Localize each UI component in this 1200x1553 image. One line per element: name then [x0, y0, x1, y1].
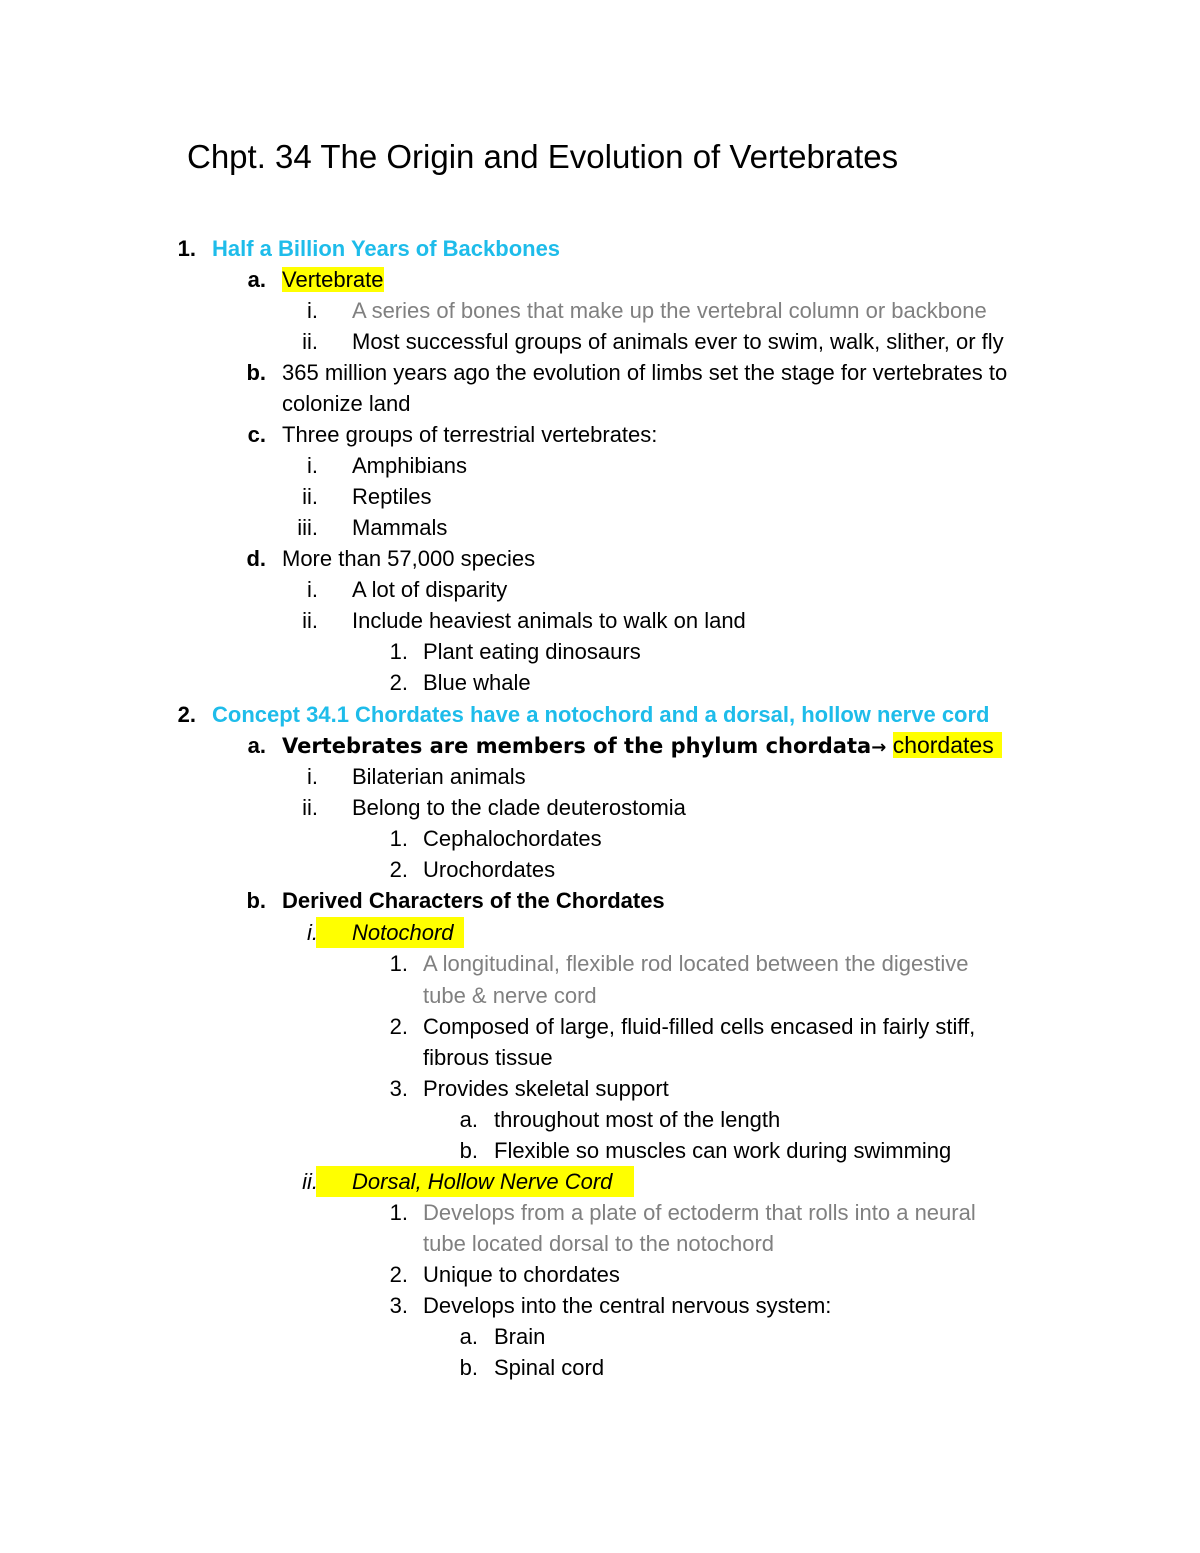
arrow-icon: → [871, 737, 887, 758]
list-item: Plant eating dinosaurs [423, 639, 641, 664]
list-marker: 2. [389, 670, 408, 695]
list-item-continuation: fibrous tissue [423, 1045, 553, 1070]
list-marker: 3. [389, 1076, 408, 1101]
list-item: Cephalochordates [423, 826, 602, 851]
list-marker: ii. [302, 1169, 318, 1194]
section-heading-1: Half a Billion Years of Backbones [212, 236, 561, 261]
list-item-continuation: colonize land [282, 391, 411, 416]
list-marker: 3. [389, 1293, 408, 1318]
list-marker: i. [307, 298, 318, 323]
list-item [282, 730, 1002, 761]
list-item: 365 million years ago the evolution of limbs set the stage for vertebrates to [282, 360, 1008, 385]
list-item: Unique to chordates [423, 1262, 620, 1287]
list-marker: 2. [389, 1014, 408, 1039]
list-marker: i. [307, 577, 318, 602]
list-marker: 1. [389, 826, 408, 851]
list-item: Amphibians [352, 453, 467, 478]
list-marker: b. [459, 1355, 478, 1380]
list-item: throughout most of the length [494, 1107, 781, 1132]
list-marker: a. [459, 1107, 478, 1132]
page-title: Chpt. 34 The Origin and Evolution of Vertebrates [187, 138, 899, 175]
list-marker: 1. [389, 1200, 408, 1225]
list-item: Most successful groups of animals ever to swim, walk, slither, or fly [352, 329, 1004, 354]
list-item: Bilaterian animals [352, 764, 526, 789]
list-item: Derived Characters of the Chordates [282, 888, 665, 913]
list-marker: d. [246, 546, 266, 571]
list-marker: b. [246, 888, 266, 913]
highlighted-term: Dorsal, Hollow Nerve Cord [352, 1169, 613, 1194]
list-marker: i. [307, 764, 318, 789]
list-marker: iii. [297, 515, 318, 540]
list-item: Blue whale [423, 670, 531, 695]
list-marker: i. [307, 920, 318, 945]
list-marker: ii. [302, 329, 318, 354]
list-marker: 2. [389, 1262, 408, 1287]
list-marker: 1. [389, 639, 408, 664]
list-item: Include heaviest animals to walk on land [352, 608, 746, 633]
list-item: Brain [494, 1324, 546, 1349]
list-item: Belong to the clade deuterostomia [352, 795, 686, 820]
list-marker: 2. [177, 702, 196, 727]
list-item: Mammals [352, 515, 448, 540]
list-marker: 1. [389, 951, 408, 976]
list-marker: a. [247, 733, 266, 758]
list-marker: a. [247, 267, 266, 292]
list-item: Composed of large, fluid-filled cells encased in fairly stiff, [423, 1014, 976, 1039]
list-marker: c. [247, 422, 266, 447]
highlighted-term: Notochord [352, 920, 454, 945]
list-item: Develops into the central nervous system: [423, 1293, 832, 1318]
list-marker: b. [459, 1138, 478, 1163]
list-item-continuation: tube & nerve cord [423, 983, 597, 1008]
list-item: Reptiles [352, 484, 432, 509]
list-marker: a. [459, 1324, 478, 1349]
list-marker: 2. [389, 857, 408, 882]
list-item: More than 57,000 species [282, 546, 536, 571]
section-heading-2: Concept 34.1 Chordates have a notochord and a dorsal, hollow nerve cord [212, 702, 990, 727]
list-item: A longitudinal, flexible rod located between the digestive [423, 951, 969, 976]
list-item [282, 264, 384, 295]
list-item-continuation: tube located dorsal to the notochord [423, 1231, 775, 1256]
list-marker: ii. [302, 484, 318, 509]
list-marker: b. [246, 360, 266, 385]
list-item: Develops from a plate of ectoderm that rolls into a neural [423, 1200, 976, 1225]
bold-statement: Vertebrates are members of the phylum chordata [282, 734, 872, 758]
list-item: A series of bones that make up the vertebral column or backbone [352, 298, 987, 323]
list-marker: ii. [302, 795, 318, 820]
list-item: Urochordates [423, 857, 556, 882]
list-marker: 1. [177, 236, 196, 261]
list-marker: i. [307, 453, 318, 478]
list-item: Flexible so muscles can work during swimming [494, 1138, 952, 1163]
list-item: Provides skeletal support [423, 1076, 669, 1101]
highlighted-term: chordates [893, 732, 1002, 758]
list-item: Spinal cord [494, 1355, 605, 1380]
list-marker: ii. [302, 608, 318, 633]
list-item: Three groups of terrestrial vertebrates: [282, 422, 658, 447]
list-item: A lot of disparity [352, 577, 508, 602]
highlighted-term: Vertebrate [282, 267, 384, 292]
